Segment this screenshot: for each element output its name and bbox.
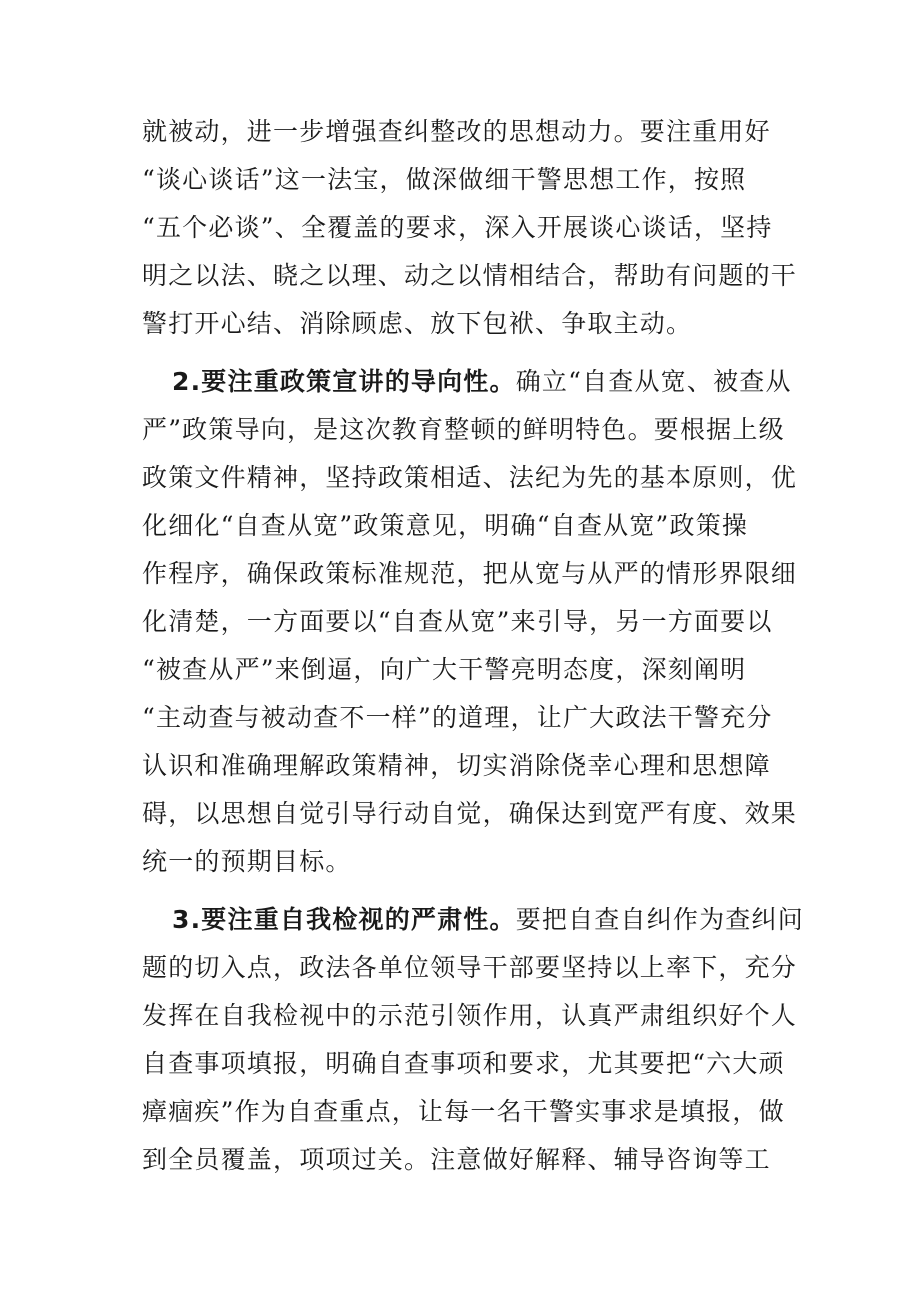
text-line: “谈心谈话”这一法宝，做深做细干警思想工作，按照 (142, 165, 747, 194)
text-line: 到全员覆盖，项项过关。注意做好解释、辅导咨询等工 (142, 1145, 771, 1174)
text-line: 化清楚，一方面要以“自查从宽”来引导，另一方面要以 (142, 607, 773, 636)
text-line: “主动查与被动查不一样”的道理，让广大政法干警充分 (142, 703, 773, 732)
text-line: 严”政策导向，是这次教育整顿的鲜明特色。要根据上级 (142, 415, 785, 444)
text-line: 警打开心结、消除顾虑、放下包袱、争取主动。 (142, 309, 693, 338)
text-line: 作程序，确保政策标准规范，把从宽与从严的情形界限细 (142, 559, 798, 588)
section-3-lead: 要把自查自纠作为查纠问 (515, 905, 804, 934)
section-3-first-line (142, 896, 804, 944)
section-2-heading: 2.要注重政策宣讲的导向性。 (172, 367, 516, 396)
text-line: 明之以法、晓之以理、动之以情相结合，帮助有问题的干 (142, 261, 798, 290)
text-line: “五个必谈”、全覆盖的要求，深入开展谈心谈话，坚持 (142, 213, 773, 242)
text-line: 化细化“自查从宽”政策意见，明确“自查从宽”政策操 (142, 511, 749, 540)
section-2-lead: 确立“自查从宽、被查从 (515, 367, 792, 396)
text-line: 发挥在自我检视中的示范引领作用，认真严肃组织好个人 (142, 1001, 798, 1030)
text-line: 瘴痼疾”作为自查重点，让每一名干警实事求是填报，做 (142, 1097, 785, 1126)
text-line: 政策文件精神，坚持政策相适、法纪为先的基本原则，优 (142, 463, 798, 492)
section-3-heading: 3.要注重自我检视的严肃性。 (172, 905, 516, 934)
text-line: 题的切入点，政法各单位领导干部要坚持以上率下，充分 (142, 953, 798, 982)
section-2-first-line (142, 358, 792, 406)
text-line: 统一的预期目标。 (142, 847, 352, 876)
text-line: “被查从严”来倒逼，向广大干警亮明态度，深刻阐明 (142, 655, 747, 684)
text-line: 认识和准确理解政策精神，切实消除侥幸心理和思想障 (142, 751, 771, 780)
text-line: 自查事项填报，明确自查事项和要求，尤其要把“六大顽 (142, 1049, 785, 1078)
body-text (142, 108, 804, 1184)
text-line: 碍，以思想自觉引导行动自觉，确保达到宽严有度、效果 (142, 799, 798, 828)
text-line: 就被动，进一步增强查纠整改的思想动力。要注重用好 (142, 117, 771, 146)
